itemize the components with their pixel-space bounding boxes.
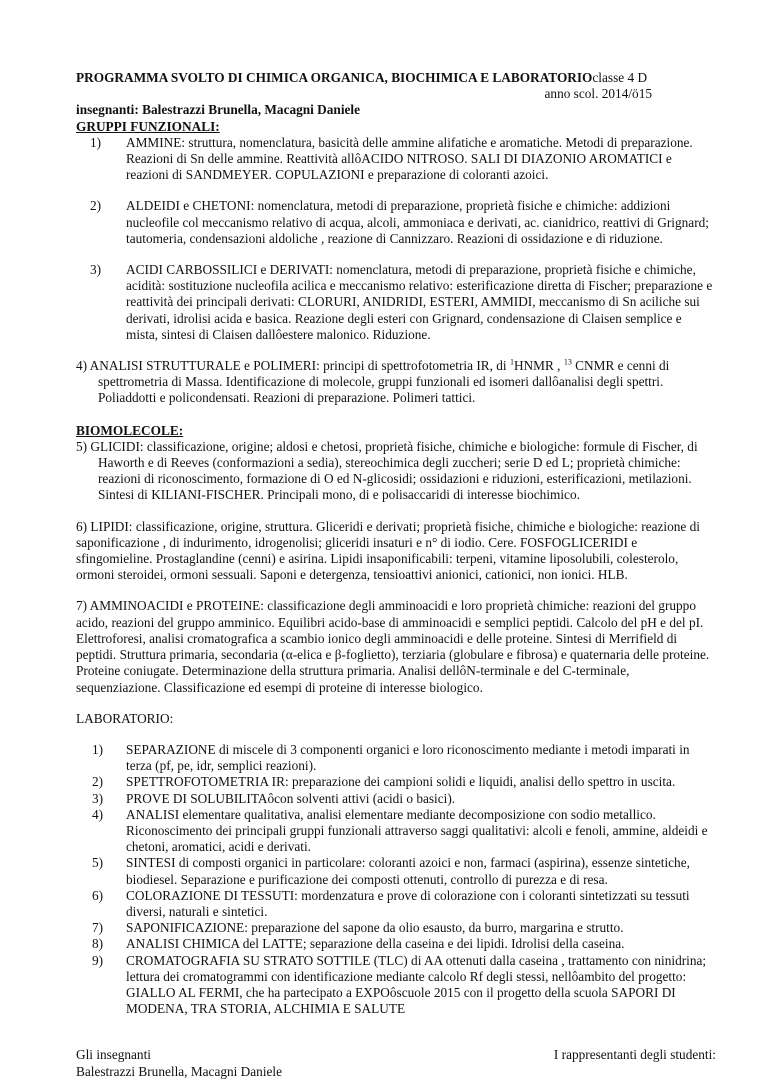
list-item [76,198,716,247]
item-number: 3) [90,262,102,278]
list-item [76,262,716,343]
item-number: 2) [90,198,102,214]
item-text: PROVE DI SOLUBILITAôcon solventi attivi (acidi o basici). [126,790,456,806]
school-year: anno scol. 2014/ö15 [544,86,652,102]
item-number: 5) [92,855,104,871]
item-number: 1) [90,134,102,150]
item-5-paragraph: 5) GLICIDI: classificazione, origine; aldosi e chetosi, proprietà fisiche, chimiche e biologiche: formule di Fischer, di Haworth e di Reeves (conformazioni a sedia), stereochimica degli zuccheri; serie D ed L; proprietà chimiche: reazioni di riconoscimento, formazione di O ed N-glicosidi; ossidazioni e riduzioni, esterificazioni, metilazioni. Sintesi di KILIANI-FISCHER. Principali mono, di e polisaccaridi di interesse biochimico. [76,438,698,503]
teachers-line: insegnanti: Balestrazzi Brunella, Macagni Daniele [76,102,361,118]
item-text: COLORAZIONE DI TESSUTI: mordenzatura e prove di colorazione con i coloranti sintetizzati su tessuti diversi, naturali e sintetici. [126,887,690,919]
item-6-paragraph: 6) LIPIDI: classificazione, origine, struttura. Gliceridi e derivati; proprietà fisiche, chimiche e biologiche: reazione di saponificazione , di indurimento, idrogenolisi; gliceridi insaturi e n° di iodio. Cere. FOSFOGLICERIDI e sfingomieline. Prostaglandine (cenni) e asirina. Lipidi insaponificabili: terpeni, vitamine liposolubili, colesterolo, ormoni steroidei, ormoni sessuali. Saponi e detergenza, tensioattivi anionici, cationici, non ionici. HLB. [76,518,700,583]
section-title-biomolecole: BIOMOLECOLE: [76,422,184,438]
list-item [76,855,716,887]
header-row [76,70,716,86]
list-item [76,888,716,920]
students-label: I rappresentanti degli studenti: [553,1047,716,1063]
list-item [76,135,716,184]
item-text: SINTESI di composti organici in particolare: coloranti azoici e non, farmaci (aspirina), essenze sintetiche, biodiesel. Separazione e purificazione dei composti ottenuti, controllo di purezza e di resa. [126,855,690,887]
document-page [76,70,716,1080]
school-year-row [76,86,716,102]
students-signature-block [554,1047,716,1079]
item-number: 4) [92,806,104,822]
list-item [76,920,716,936]
teachers-names: Balestrazzi Brunella, Macagni Daniele [76,1063,283,1079]
superscript-1: 1 [509,357,514,367]
item-number: 6) [92,887,104,903]
item-text: CROMATOGRAFIA SU STRATO SOTTILE (TLC) di AA ottenuti dalla caseina , trattamento con ninidrina; lettura dei cromatogrammi con identificazione mediante calcolo Rf degli stessi, nellôambito del progetto: GIALLO AL FERMI, che ha partecipato a EXPOôscuole 2015 con il progetto della scuola SAPORI DI MODENA, TRA STORIA, ALCHIMIA E SALUTE [126,952,707,1017]
item-number: 7) [92,920,104,936]
item-text: ACIDI CARBOSSILICI e DERIVATI: nomenclatura, metodi di preparazione, proprietà fisiche e chimiche, acidità: sostituzione nucleofila acilica e meccanismo relativo: esterificazione diretta di Fischer; preparazione e reattività dei principali derivati: CLORURI, ANIDRIDI, ESTERI, AMMIDI, meccanismo di Sn aciliche sui derivati, idrolisi acida e basica. Reazione degli esteri con Grignard, condensazione di Claisen semplice e mista, sintesi di Claisen dallôestere malonico. Riduzione. [126,262,713,342]
section-title-gruppi: GRUPPI FUNZIONALI: [76,118,220,134]
item-number: 2) [92,774,104,790]
item-number: 3) [92,790,104,806]
item-text: ANALISI elementare qualitativa, analisi elementare mediante decomposizione con sodio metallico. Riconoscimento dei principali gruppi funzionali attraverso saggi qualitativi: alcoli e fenoli, ammine, aldeidi e chetoni, aromatici, acidi e derivati. [126,806,708,855]
list-item [76,807,716,856]
item-text: SEPARAZIONE di miscele di 3 componenti organici e loro riconoscimento mediante i metodi imparati in terza (pf, pe, idr, semplici reazioni). [126,741,690,774]
item-4-paragraph [76,358,716,407]
item-text: AMMINE: struttura, nomenclatura, basicità delle ammine alifatiche e aromatiche. Metodi di preparazione. Reazioni di Sn delle ammine. Reattività allôACIDO NITROSO. SALI DI DIAZONIO AROMATICI e reazioni di SANDMEYER. COPULAZIONI e preparazione di coloranti azoici. [126,134,693,183]
item-4-text-c: CNMR e cenni di spettrometria di Massa. Identificazione di molecole, gruppi funzionali ed isomeri dallôanalisi degli spettri. Poliaddotti e policondensati. Reazioni di preparazione. Polimeri tattici. [98,358,670,406]
item-text: SPETTROFOTOMETRIA IR: preparazione dei campioni solidi e liquidi, analisi dello spettro in uscita. [126,774,676,790]
lab-list [76,742,716,1017]
list-item [76,774,716,790]
item-4-text-a: 4) ANALISI STRUTTURALE e POLIMERI: principi di spettrofotometria IR, di [76,358,510,374]
list-item [76,742,716,774]
item-7-paragraph: 7) AMMINOACIDI e PROTEINE: classificazione degli amminoacidi e loro proprietà chimiche: reazioni del gruppo acido, reazioni del gruppo amminico. Equilibri acido-base di amminoacidi e semplici peptidi. Calcolo del pH e del pI. Elettroforesi, analisi cromatografica a scambio ionico degli amminoacidi e delle proteine. Sintesi di Merrifield di peptidi. Struttura primaria, secondaria (α-elica e β-foglietto), terziaria (globulare e fibrosa) e quaternaria delle proteine. Proteine coniugate. Determinazione della struttura primaria. Analisi dellôN-terminale e del C-terminale, sequenziazione. Classificazione ed esempi di proteine di interesse biologico. [76,598,710,695]
superscript-13: 13 [563,357,572,367]
signature-footer [76,1047,716,1079]
document-title: PROGRAMMA SVOLTO DI CHIMICA ORGANICA, BIOCHIMICA E LABORATORIO [76,70,593,85]
section-title-laboratorio: LABORATORIO: [76,710,174,726]
list-item [76,936,716,952]
teachers-label: Gli insegnanti [76,1047,151,1063]
item-number: 8) [92,936,104,952]
item-number: 1) [92,741,104,757]
class-label: classe 4 D [592,70,648,85]
item-text: ALDEIDI e CHETONI: nomenclatura, metodi di preparazione, proprietà fisiche e chimiche: addizioni nucleofile col meccanismo relativo di acqua, alcoli, ammoniaca e derivati, ac. cianidrico, reattivi di Grignard; tautomeria, condensazioni aldoliche , reazione di Cannizzaro. Reazioni di ossidazione e di riduzione. [126,198,709,246]
item-number: 9) [92,952,104,968]
item-text: SAPONIFICAZIONE: preparazione del sapone da olio esausto, da burro, margarina e strutto. [126,920,624,936]
item-text: ANALISI CHIMICA del LATTE; separazione della caseina e dei lipidi. Idrolisi della caseina. [126,936,625,952]
list-item [76,953,716,1018]
teachers-signature-block [76,1047,282,1079]
list-item [76,791,716,807]
item-4-text-b: HNMR , [513,358,564,374]
